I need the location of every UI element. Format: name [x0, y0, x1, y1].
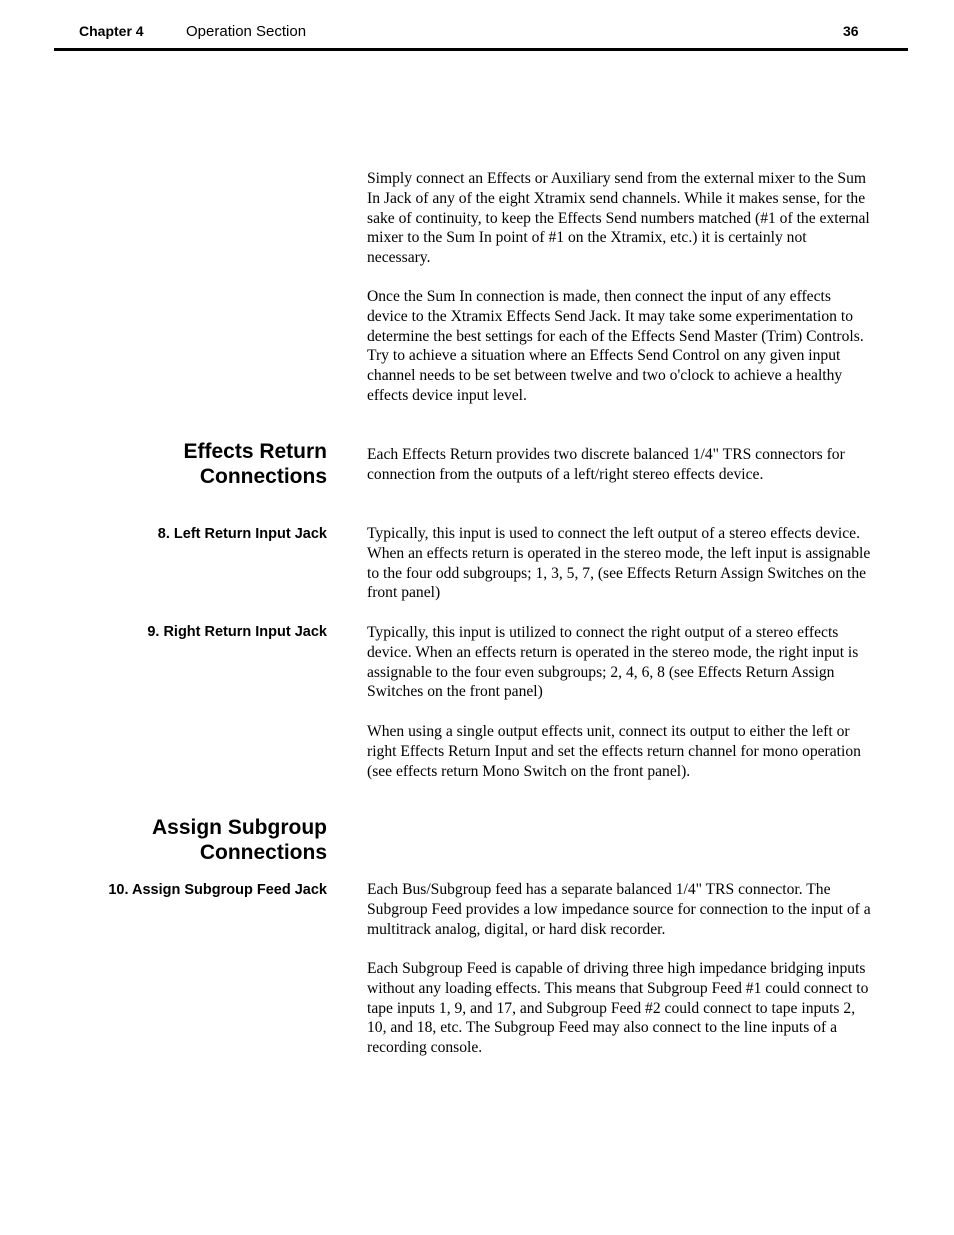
effects-return-intro: Each Effects Return provides two discrete balanced 1/4" TRS connectors for connection from the outputs of a left/right stereo effects device. — [367, 446, 845, 483]
effects-return-heading-line2: Connections — [199, 465, 327, 488]
section-label: Operation Section — [186, 23, 307, 40]
mono-operation-text: When using a single output effects unit, connect its output to either the left or right Effects Return Input and set the effects return channel for mono operation (see effects return Mono Switch on the front panel). — [367, 723, 861, 780]
intro-paragraph-2: Once the Sum In connection is made, then connect the input of any effects device to the Xtramix Effects Send Jack. It may take some experimentation to determine the best settings for each of the Effects Send Master (Trim) Controls. Try to achieve a situation where an Effects Send Control on any given input channel needs to be set between twelve and two o'clock to achieve a healthy effects device input level. — [367, 288, 864, 404]
chapter-label: Chapter 4 — [79, 23, 144, 39]
assign-subgroup-heading — [152, 815, 327, 865]
right-return-label: 9. Right Return Input Jack — [147, 624, 327, 640]
effects-return-heading — [183, 439, 327, 489]
right-return-text: Typically, this input is utilized to connect the right output of a stereo effects device. When an effects return is operated in the stereo mode, the right input is assignable to the four even subgroups; 2, 4, 6, 8 (see Effects Return Assign Switches on the front panel) — [367, 624, 859, 701]
left-return-text: Typically, this input is used to connect the left output of a stereo effects device. When an effects return is operated in the stereo mode, the left input is assignable to the four odd subgroups; 1, 3, 5, 7, (see Effects Return Assign Switches on the front panel) — [367, 525, 871, 602]
assign-subgroup-heading-line1: Assign Subgroup — [152, 816, 327, 839]
effects-return-heading-line1: Effects Return — [183, 440, 327, 463]
page-header — [0, 0, 954, 52]
subgroup-feed-label: 10. Assign Subgroup Feed Jack — [108, 882, 327, 898]
page-number: 36 — [843, 23, 859, 39]
assign-subgroup-heading-line2: Connections — [199, 841, 327, 864]
left-return-label: 8. Left Return Input Jack — [157, 526, 327, 542]
subgroup-feed-text-1: Each Bus/Subgroup feed has a separate balanced 1/4" TRS connector. The Subgroup Feed provides a low impedance source for connection to the input of a multitrack analog, digital, or hard disk recorder. — [367, 881, 871, 938]
intro-paragraph-1: Simply connect an Effects or Auxiliary send from the external mixer to the Sum In Jack of any of the eight Xtramix send channels. While it makes sense, for the sake of continuity, to keep the Effects Send numbers matched (#1 of the external mixer to the Sum In point of #1 on the Xtramix, etc.) it is certainly not necessary. — [367, 170, 870, 267]
header-rule — [54, 48, 908, 51]
subgroup-feed-text-2: Each Subgroup Feed is capable of driving three high impedance bridging inputs without any loading effects. This means that Subgroup Feed #1 could connect to tape inputs 1, 9, and 17, and Subgroup Feed #2 could connect to tape inputs 2, 10, and 18, etc. The Subgroup Feed may also connect to the line inputs of a recording console. — [367, 960, 869, 1057]
